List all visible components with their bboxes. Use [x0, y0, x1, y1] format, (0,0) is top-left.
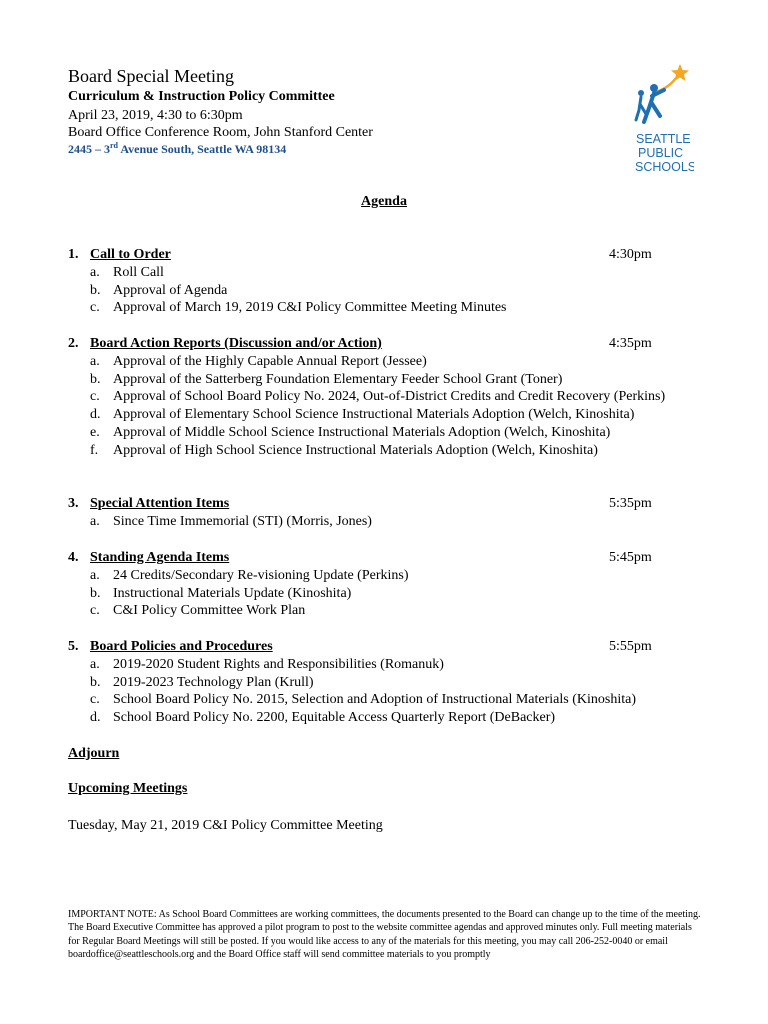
logo-text-1: SEATTLE	[636, 132, 691, 146]
figures-with-star-icon	[632, 62, 694, 176]
section-time: 5:35pm	[609, 496, 652, 511]
important-note: IMPORTANT NOTE: As School Board Committees are working committees, the documents presented to the Board can change up to the time of the meeting. The Board Executive Committee has approved a pilot program to post to the website committee agendas and approved minutes only. Full meeting materials for Regular Board Meetings will still be posted. If you would like access to any of the materials for this meeting, you may call 206-252-0040 or email boardoffice@seattleschools.org and the Board Office staff will send committee materials to you promptly	[68, 909, 701, 961]
section-title: Special Attention Items	[90, 496, 230, 511]
agenda-item: b. Instructional Materials Update (Kinoshita)	[90, 585, 352, 601]
section-time: 5:55pm	[609, 639, 652, 654]
meeting-address: 2445 – 3rd Avenue South, Seattle WA 98134	[68, 141, 287, 156]
agenda-item: a. Roll Call	[90, 264, 164, 280]
adjourn-heading: Adjourn	[68, 746, 120, 761]
agenda-item: a. Since Time Immemorial (STI) (Morris, Jones)	[90, 513, 372, 529]
agenda-item: e. Approval of Middle School Science Instructional Materials Adoption (Welch, Kinoshita)	[90, 424, 611, 440]
section-title: Board Action Reports (Discussion and/or Action)	[90, 336, 382, 351]
agenda-section-5	[68, 638, 708, 727]
section-number: 2.	[68, 336, 79, 351]
section-title: Board Policies and Procedures	[90, 639, 273, 654]
agenda-item: a. Approval of the Highly Capable Annual Report (Jessee)	[90, 353, 427, 369]
agenda-item: d. Approval of Elementary School Science Instructional Materials Adoption (Welch, Kinoshita)	[90, 407, 635, 423]
agenda-item: c. Approval of March 19, 2019 C&I Policy Committee Meeting Minutes	[90, 300, 507, 316]
agenda-item: a. 2019-2020 Student Rights and Responsibilities (Romanuk)	[90, 656, 444, 672]
document-title: Board Special Meeting	[68, 66, 234, 86]
seattle-public-schools-logo	[632, 62, 694, 176]
upcoming-meeting-entry: Tuesday, May 21, 2019 C&I Policy Committee Meeting	[68, 818, 383, 833]
agenda-item: b. Approval of the Satterberg Foundation Elementary Feeder School Grant (Toner)	[90, 371, 563, 387]
section-title: Call to Order	[90, 247, 171, 262]
meeting-date-time: April 23, 2019, 4:30 to 6:30pm	[68, 108, 243, 123]
meeting-location: Board Office Conference Room, John Stanford Center	[68, 125, 373, 140]
agenda-section-1	[68, 246, 708, 317]
agenda-item: d. School Board Policy No. 2200, Equitable Access Quarterly Report (DeBacker)	[90, 710, 556, 726]
section-number: 4.	[68, 550, 79, 565]
section-number: 5.	[68, 639, 79, 654]
logo-text-2: PUBLIC	[638, 146, 684, 160]
agenda-heading: Agenda	[361, 194, 407, 209]
agenda-item: b. Approval of Agenda	[90, 282, 228, 298]
agenda-item: a. 24 Credits/Secondary Re-visioning Update (Perkins)	[90, 567, 409, 583]
section-number: 1.	[68, 247, 79, 262]
section-time: 4:35pm	[609, 336, 652, 351]
logo-text-3: SCHOOLS	[635, 160, 694, 174]
agenda-item: b. 2019-2023 Technology Plan (Krull)	[90, 674, 314, 690]
agenda-item: c. C&I Policy Committee Work Plan	[90, 603, 306, 619]
agenda-section-4	[68, 549, 708, 620]
agenda-item: c. School Board Policy No. 2015, Selection and Adoption of Instructional Materials (Kinoshita)	[90, 692, 636, 708]
section-title: Standing Agenda Items	[90, 550, 230, 565]
agenda-section-2	[68, 335, 708, 460]
upcoming-meetings-heading: Upcoming Meetings	[68, 781, 188, 796]
section-time: 4:30pm	[609, 247, 652, 262]
section-time: 5:45pm	[609, 550, 652, 565]
agenda-section-3	[68, 495, 708, 531]
section-number: 3.	[68, 496, 79, 511]
agenda-item: f. Approval of High School Science Instructional Materials Adoption (Welch, Kinoshita)	[90, 442, 598, 458]
committee-name: Curriculum & Instruction Policy Committee	[68, 89, 335, 104]
agenda-item: c. Approval of School Board Policy No. 2024, Out-of-District Credits and Credit Recovery (Perkins)	[90, 389, 666, 405]
